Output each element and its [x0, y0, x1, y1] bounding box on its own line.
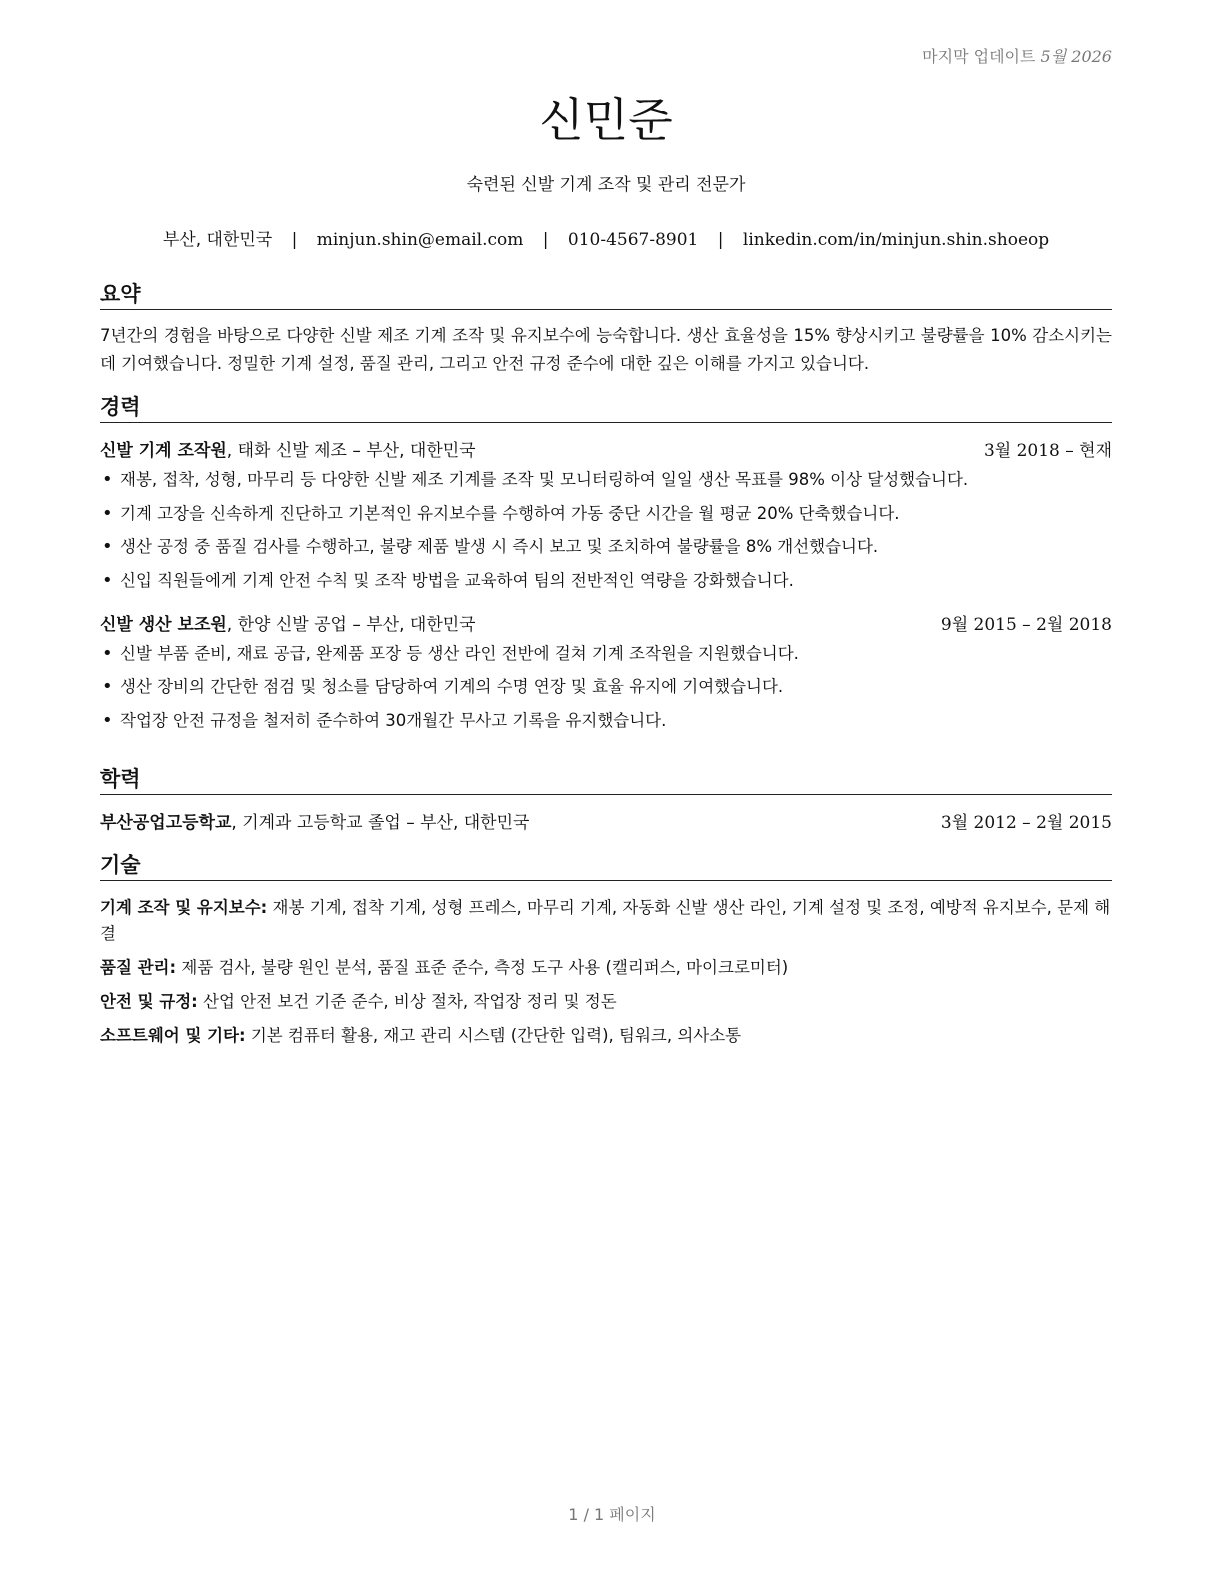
job-dates: 3월 2018 – 현재	[983, 441, 1112, 461]
section-title-skills: 기술	[100, 849, 1112, 881]
contact-separator: |	[717, 230, 724, 250]
page-number: 1 / 1 페이지	[568, 1505, 656, 1524]
experience-section	[100, 391, 1112, 743]
education-school: 부산공업고등학교	[100, 813, 232, 833]
candidate-tagline: 숙련된 신발 기계 조작 및 관리 전문가	[466, 175, 746, 195]
contact-separator: |	[291, 230, 298, 250]
education-line	[100, 808, 529, 833]
job-role: 신발 기계 조작원	[100, 441, 227, 461]
education-detail: , 기계과 고등학교 졸업 – 부산, 대한민국	[231, 813, 530, 833]
job-bullet: • 재봉, 접착, 성형, 마무리 등 다양한 신발 제조 기계를 조작 및 모니터링하여 일일 생산 목표를 98% 이상 달성했습니다.	[100, 469, 1112, 491]
job-bullets	[100, 469, 1112, 592]
candidate-name: 신민준	[539, 93, 673, 147]
job-company: , 한양 신발 공업 – 부산, 대한민국	[226, 614, 476, 635]
last-updated-date: 5월 2026	[1040, 47, 1112, 66]
job-company: , 태화 신발 제조 – 부산, 대한민국	[226, 441, 476, 461]
job-bullets	[100, 643, 1112, 732]
job-header	[100, 436, 1112, 461]
skill-item	[100, 1023, 1112, 1049]
skill-item	[100, 895, 1112, 947]
job-bullet: • 기계 고장을 신속하게 진단하고 기본적인 유지보수를 수행하여 가동 중단 시간을 월 평균 20% 단축했습니다.	[100, 503, 1112, 525]
contact-location: 부산, 대한민국	[162, 230, 273, 250]
contact-separator: |	[542, 230, 549, 250]
last-updated	[922, 44, 1112, 67]
skill-label: 소프트웨어 및 기타:	[100, 1026, 246, 1045]
skill-item	[100, 955, 1112, 981]
skill-value: 제품 검사, 불량 원인 분석, 품질 표준 준수, 측정 도구 사용 (캘리퍼스, 마이크로미터)	[176, 958, 789, 977]
job-bullet: • 생산 공정 중 품질 검사를 수행하고, 불량 제품 발생 시 즉시 보고 및 조치하여 불량률을 8% 개선했습니다.	[100, 536, 1112, 558]
skill-value: 재봉 기계, 접착 기계, 성형 프레스, 마무리 기계, 자동화 신발 생산 라인, 기계 설정 및 조정, 예방적 유지보수, 문제 해결	[100, 898, 1111, 943]
section-title-education: 학력	[100, 763, 1112, 795]
job-header	[100, 610, 1112, 635]
summary-section	[100, 278, 1112, 378]
skills-section	[100, 849, 1112, 1049]
contact-email[interactable]: minjun.shin@email.com	[316, 230, 524, 250]
job-bullet: • 신발 부품 준비, 재료 공급, 완제품 포장 등 생산 라인 전반에 걸쳐 기계 조작원을 지원했습니다.	[100, 643, 1112, 665]
resume-page	[100, 0, 1112, 1584]
section-title-experience: 경력	[100, 391, 1112, 423]
skill-value: 산업 안전 보건 기준 준수, 비상 절차, 작업장 정리 및 정돈	[197, 992, 617, 1011]
job-bullet: • 생산 장비의 간단한 점검 및 청소를 담당하여 기계의 수명 연장 및 효율 유지에 기여했습니다.	[100, 676, 1112, 698]
skill-label: 기계 조작 및 유지보수:	[100, 898, 268, 917]
contact-linkedin[interactable]: linkedin.com/in/minjun.shin.shoeop	[742, 230, 1050, 250]
job-bullet: • 신입 직원들에게 기계 안전 수칙 및 조작 방법을 교육하여 팀의 전반적인 역량을 강화했습니다.	[100, 570, 1112, 592]
job-title-line	[100, 436, 476, 461]
job-role: 신발 생산 보조원	[100, 614, 227, 635]
contact-phone: 010-4567-8901	[567, 230, 699, 250]
skill-label: 품질 관리:	[100, 958, 177, 977]
skill-value: 기본 컴퓨터 활용, 재고 관리 시스템 (간단한 입력), 팀워크, 의사소통	[245, 1026, 742, 1045]
job-bullet: • 작업장 안전 규정을 철저히 준수하여 30개월간 무사고 기록을 유지했습니다.	[100, 710, 1112, 732]
summary-text: 7년간의 경험을 바탕으로 다양한 신발 제조 기계 조작 및 유지보수에 능숙합니다. 생산 효율성을 15% 향상시키고 불량률을 10% 감소시키는 데 기여했습니다. 정밀한 기계 설정, 품질 관리, 그리고 안전 규정 준수에 대한 깊은 이해를 가지고 있습니다.	[100, 326, 1112, 373]
skill-label: 안전 및 규정:	[100, 992, 198, 1011]
education-section	[100, 763, 1112, 833]
education-dates: 3월 2012 – 2월 2015	[940, 813, 1112, 833]
skill-item	[100, 989, 1112, 1015]
section-title-summary: 요약	[100, 278, 1112, 310]
education-entry	[100, 808, 1112, 833]
job-dates: 9월 2015 – 2월 2018	[940, 614, 1112, 635]
last-updated-label: 마지막 업데이트	[922, 47, 1036, 66]
contact-line	[100, 225, 1112, 250]
job-title-line	[100, 610, 476, 635]
